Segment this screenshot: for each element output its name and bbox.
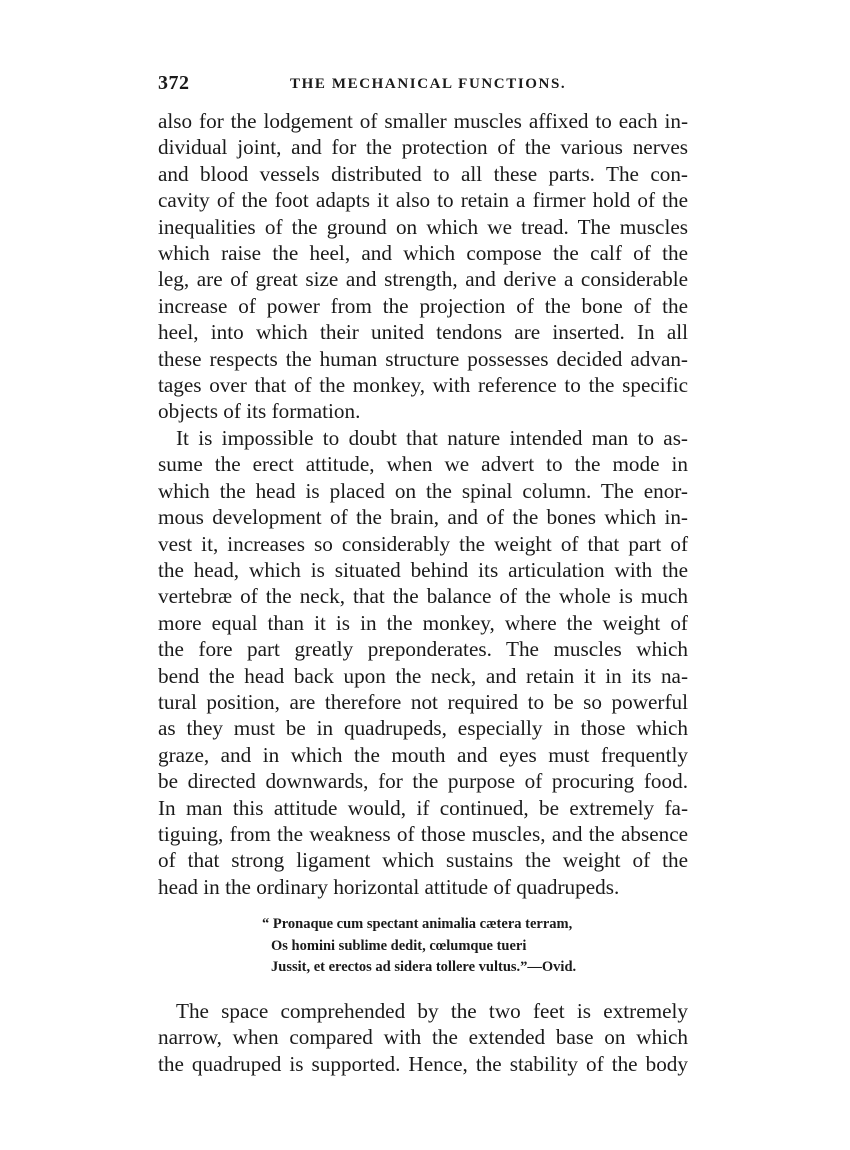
text-line: more equal than it is in the monkey, where the weight of — [158, 610, 688, 635]
text-line: It is impossible to doubt that nature intended man to as- — [176, 425, 688, 450]
text-line: tiguing, from the weakness of those muscles, and the absence — [158, 821, 688, 846]
text-line: tural position, are therefore not required to be so powerful — [158, 689, 688, 714]
text-line: the quadruped is supported. Hence, the stability of the body — [158, 1051, 688, 1076]
text-line: dividual joint, and for the protection of the various nerves — [158, 135, 688, 160]
text-line: and blood vessels distributed to all these parts. The con- — [158, 161, 688, 186]
text-line: heel, into which their united tendons are inserted. In all — [158, 320, 688, 345]
text-line: graze, and in which the mouth and eyes must frequently — [158, 742, 688, 767]
text-line: The space comprehended by the two feet is extremely — [176, 999, 688, 1023]
text-line: vest it, increases so considerably the weight of that part of — [158, 531, 688, 556]
paragraph-erect-attitude — [158, 425, 688, 900]
text-line: leg, are of great size and strength, and derive a considerable — [158, 267, 688, 292]
text-line: also for the lodgement of smaller muscles affixed to each in- — [158, 109, 688, 133]
text-line: objects of its formation. — [158, 399, 361, 424]
text-line: of that strong ligament which sustains the weight of the — [158, 848, 688, 873]
text-line: narrow, when compared with the extended base on which — [158, 1025, 688, 1050]
text-line: head in the ordinary horizontal attitude of quadrupeds. — [158, 874, 620, 899]
body-text-continued — [158, 998, 688, 1077]
text-line: which the head is placed on the spinal column. The enor- — [158, 478, 688, 503]
text-line: vertebræ of the neck, that the balance of the whole is much — [158, 584, 688, 609]
body-text — [158, 108, 688, 900]
text-line: In man this attitude would, if continued, be extremely fa- — [158, 795, 688, 820]
quote-line: Os homini sublime dedit, cœlumque tueri — [271, 937, 527, 954]
text-line: as they must be in quadrupeds, especially in those which — [158, 716, 688, 741]
text-line: be directed downwards, for the purpose of procuring food. — [158, 769, 688, 794]
text-line: the head, which is situated behind its articulation with the — [158, 557, 688, 582]
text-line: tages over that of the monkey, with reference to the specific — [158, 373, 688, 398]
running-head: THE MECHANICAL FUNCTIONS. — [290, 76, 567, 92]
text-line: which raise the heel, and which compose the calf of the — [158, 241, 688, 266]
paragraph-lodgement — [158, 108, 688, 425]
quote-line: Jussit, et erectos ad sidera tollere vultus.”—Ovid. — [271, 959, 577, 975]
text-line: the fore part greatly preponderates. The muscles which — [158, 637, 688, 662]
text-line: inequalities of the ground on which we tread. The muscles — [158, 214, 688, 239]
text-line: bend the head back upon the neck, and retain it in its na- — [158, 663, 688, 688]
page-number: 372 — [158, 72, 190, 94]
text-line: mous development of the brain, and of the bones which in- — [158, 505, 688, 530]
text-line: increase of power from the projection of the bone of the — [158, 293, 688, 318]
text-line: sume the erect attitude, when we advert to the mode in — [158, 452, 688, 477]
paragraph-feet-space — [158, 998, 688, 1077]
quote-line: “ Pronaque cum spectant animalia cætera terram, — [262, 916, 573, 932]
ovid-quotation — [262, 914, 682, 979]
text-line: cavity of the foot adapts it also to retain a firmer hold of the — [158, 188, 688, 213]
text-line: these respects the human structure possesses decided advan- — [158, 346, 688, 371]
